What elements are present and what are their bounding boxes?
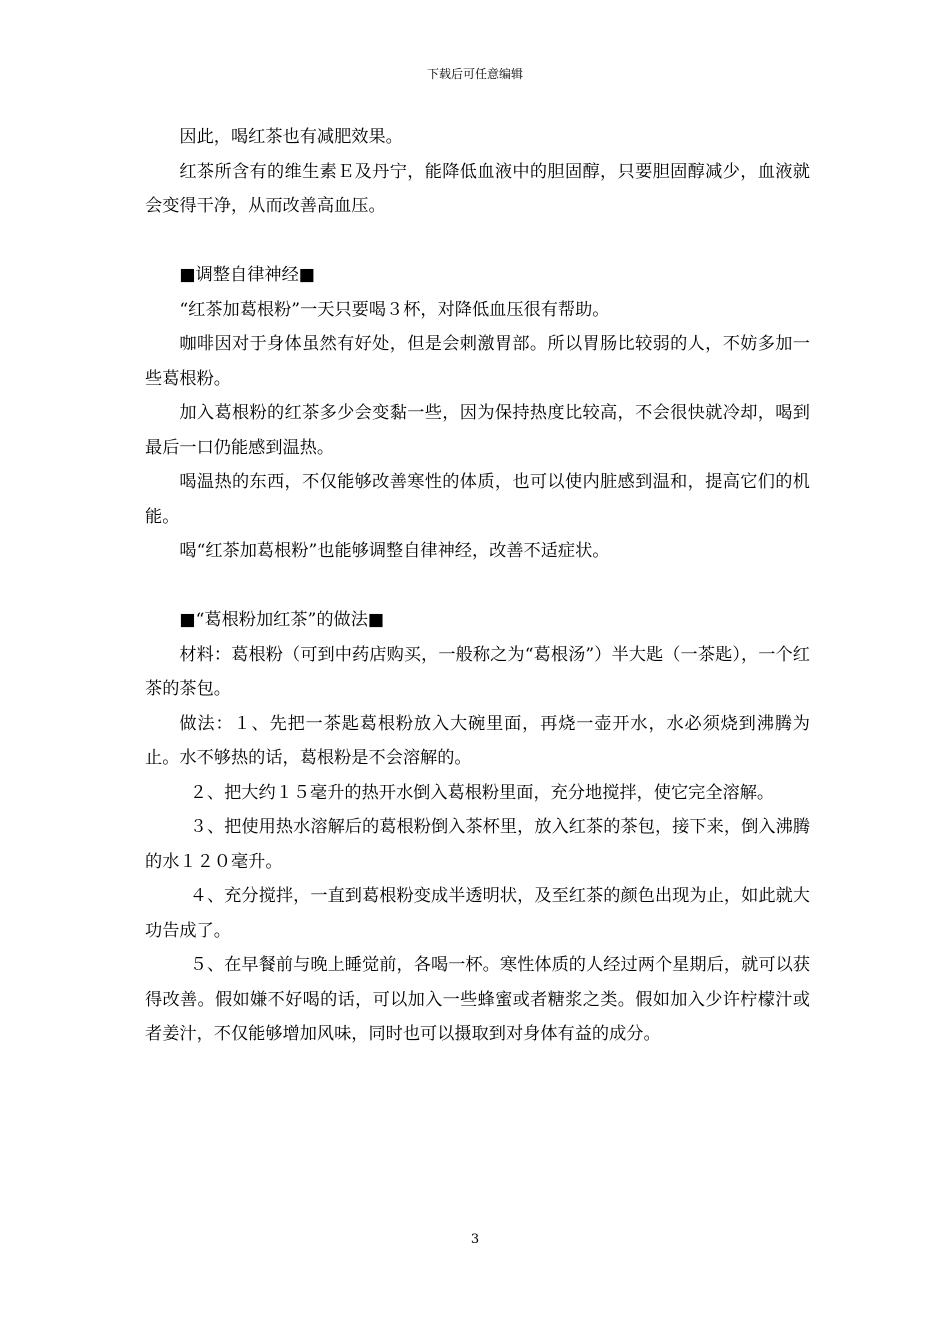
paragraph-method-step-5: ５、在早餐前与晚上睡觉前，各喝一杯。寒性体质的人经过两个星期后，就可以获得改善。假如嫌不好喝的话，可以加入一些蜂蜜或者糖浆之类。假如加入少许柠檬汁或者姜汁，不仅能够增加风味，同时也可以摄取到对身体有益的成分。 [145, 955, 810, 1044]
document-body [145, 120, 810, 1052]
paragraph: 因此，喝红茶也有减肥效果。 [179, 127, 403, 147]
paragraph-method-step-4: ４、充分搅拌，一直到葛根粉变成半透明状，及至红茶的颜色出现为止，如此就大功告成了。 [145, 886, 810, 941]
page-header: 下载后可任意编辑 [426, 67, 523, 81]
paragraph-method-step-1: 做法：１、先把一茶匙葛根粉放入大碗里面，再烧一壶开水，水必须烧到沸腾为止。水不够热的话，葛根粉是不会溶解的。 [145, 713, 810, 768]
paragraph: 喝“红茶加葛根粉”也能够调整自律神经，改善不适症状。 [179, 541, 610, 561]
paragraph-gap [145, 224, 810, 259]
paragraph-method-step-2: ２、把大约１５毫升的热开水倒入葛根粉里面，充分地搅拌，使它完全溶解。 [189, 782, 775, 803]
paragraph: 红茶所含有的维生素Ｅ及丹宁，能降低血液中的胆固醇，只要胆固醇减少，血液就会变得干净，从而改善高血压。 [145, 161, 810, 216]
paragraph: 咖啡因对于身体虽然有好处，但是会刺激胃部。所以胃肠比较弱的人，不妨多加一些葛根粉。 [145, 334, 810, 389]
page-number: 3 [470, 1232, 480, 1247]
paragraph: 加入葛根粉的红茶多少会变黏一些，因为保持热度比较高，不会很快就冷却，喝到最后一口仍能感到温热。 [145, 403, 810, 458]
section-heading-recipe: ■“葛根粉加红茶”的做法■ [179, 610, 385, 630]
paragraph-gap [145, 569, 810, 604]
paragraph-ingredients: 材料：葛根粉（可到中药店购买，一般称之为“葛根汤”）半大匙（一茶匙），一个红茶的茶包。 [145, 644, 810, 699]
paragraph: “红茶加葛根粉”一天只要喝３杯，对降低血压很有帮助。 [179, 299, 610, 320]
paragraph-method-step-3: ３、把使用热水溶解后的葛根粉倒入茶杯里，放入红茶的茶包，接下来，倒入沸腾的水１２０毫升。 [145, 817, 810, 872]
section-heading-autonomic-nerves: ■调整自律神经■ [179, 265, 315, 285]
paragraph: 喝温热的东西，不仅能够改善寒性的体质，也可以使内脏感到温和，提高它们的机能。 [145, 472, 810, 527]
